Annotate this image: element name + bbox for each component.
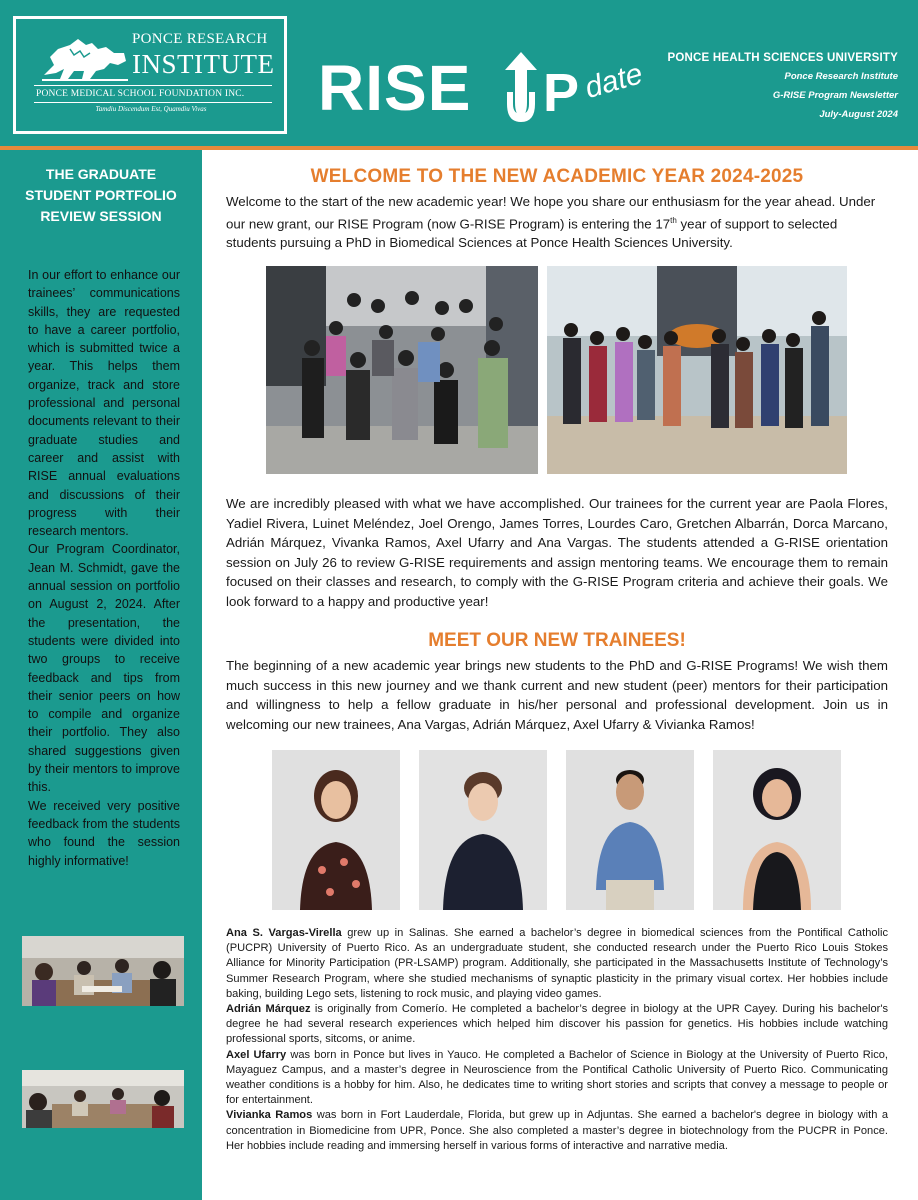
trainees-intro: The beginning of a new academic year brings new students to the PhD and G-RISE Programs! We wish them much success in this new journey and we thank current and new student (peer) mentors for their participation and willingness to help a fellow graduate in his/her personal and professional development. Join us in welcoming our new trainees, Ana Vargas, Adrián Márquez, Axel Ufarry & Vivianka Ramos! [226, 658, 888, 732]
logo-org-text: PONCE RESEARCH [132, 31, 268, 47]
ordinal-suffix: th [670, 216, 677, 225]
header-publication-info [668, 52, 898, 128]
issue-date: July-August 2024 [819, 109, 898, 120]
bio-text: is originally from Comerío. He completed a bachelor’s degree in biology at the UPR Cayey. During his bachelor's degree he had several research experiences which helped him discover his passion for genetics. His hobbies include watching professional sports, sitcoms, or anime. [226, 1003, 889, 1046]
sidebar [0, 150, 202, 1200]
lion-icon [40, 35, 130, 83]
sidebar-title: THE GRADUATE STUDENT PORTFOLIO REVIEW SESSION [25, 166, 177, 224]
portrait-adrian-marquez [419, 750, 547, 910]
trainee-bios [226, 926, 888, 1154]
bio-ana-vargas [226, 926, 888, 1002]
bio-text: was born in Fort Lauderdale, Florida, but grew up in Adjuntas. She earned a bachelor's degree in biology with a concentration in Biomedicine from UPR, Ponce. She also completed a master’s degree in biotechnology from the PUCPR in Ponce. Her hobbies include reading and immersing herself in various forms of interactive and narrative media. [226, 1109, 888, 1152]
bio-name: Ana S. Vargas-Virella [226, 927, 342, 939]
bio-adrian-marquez [226, 1002, 888, 1048]
portrait-axel-ufarry [566, 750, 694, 910]
bio-text: grew up in Salinas. She earned a bachelor’s degree in biomedical sciences from the Pontifical Catholic (PUCPR) University of Puerto Rico. As an undergraduate student, she conducted research under the Puerto Rico Louis Stokes Alliance for Minority Participation (PR-LSAMP) program. Additionally, she participated in the Massachusetts Institute of Technology’s Summer Research Program, where she studied mechanisms of synaptic plasticity in the primary visual cortex. Her hobbies include baking, building Lego sets, listening to rock music, and playing video games. [226, 927, 889, 1000]
title-date-text: date [581, 57, 647, 105]
logo-divider [34, 85, 272, 86]
bio-axel-ufarry [226, 1048, 888, 1109]
title-p-text: P [543, 63, 580, 123]
portfolio-session-photo [22, 1070, 184, 1128]
newsletter-name: G-RISE Program Newsletter [772, 90, 898, 101]
welcome-heading: WELCOME TO THE NEW ACADEMIC YEAR 2024-2025 [310, 166, 804, 187]
welcome-intro [226, 192, 888, 252]
up-arrow-icon [501, 52, 541, 124]
institute-name: Ponce Research Institute [784, 71, 898, 82]
bio-name: Axel Ufarry [226, 1048, 287, 1061]
sidebar-paragraph: In our effort to enhance our trainees’ communications skills, they are requested to have a career portfolio, which is submitted twice a year. This helps them organize, track and store professional and personal documents relevant to their graduate studies and career and assist with RISE annual evaluations and discussions of their progress with their research mentors. [28, 268, 180, 539]
institute-logo [13, 16, 287, 134]
bio-vivianka-ramos [226, 1108, 888, 1154]
bio-text: was born in Ponce but lives in Yauco. He completed a Bachelor of Science in Biology at the University of Puerto Rico, Mayaguez Campus, and a master’s degree in Neuroscience from the Pontifical Catholic University of Puerto Rico. Communicating weather conditions is a hobby for him. Also, he dedicates time to writing short stories and scripts that convey a message to people or for entertainment. [226, 1048, 888, 1107]
university-name: PONCE HEALTH SCIENCES UNIVERSITY [667, 52, 898, 64]
sidebar-paragraph: Our Program Coordinator, Jean M. Schmidt, gave the annual session on portfolio on August 2, 2024. After the presentation, the students were divided into two groups to receive feedback and tips from their senior peers on how to compile and organize their portfolio. They also shared suggestions given by their mentors to improve this. [28, 542, 180, 795]
logo-divider [34, 102, 272, 103]
welcome-intro-text: year of support to selected students pursuing a PhD in Biomedical Sciences at Ponce Health Sciences University. [226, 216, 838, 251]
bio-name: Adrián Márquez [226, 1003, 311, 1016]
portrait-vivianka-ramos [713, 750, 841, 910]
newsletter-header [0, 0, 918, 146]
portrait-ana-vargas [272, 750, 400, 910]
title-rise-visible: RISE [318, 52, 472, 124]
group-photo-stairs [266, 266, 538, 474]
sidebar-paragraph: We received very positive feedback from the students who found the session highly informative! [28, 798, 180, 868]
portfolio-session-photo [22, 936, 184, 1006]
welcome-intro-text: Welcome to the start of the new academic year! We hope you share our enthusiasm for the year ahead. Under our new grant, our RISE Program (now G-RISE Program) is entering the 17 [226, 194, 876, 232]
sidebar-body [28, 266, 180, 870]
bio-name: Vivianka Ramos [226, 1109, 313, 1122]
logo-foundation-text: PONCE MEDICAL SCHOOL FOUNDATION INC. [36, 89, 245, 99]
welcome-body: We are incredibly pleased with what we have accomplished. Our trainees for the current year are Paola Flores, Yadiel Rivera, Luinet Meléndez, Joel Orengo, James Torres, Lourdes Caro, Gretchen Albarrán, Dorca Marcano, Adrián Márquez, Vivanka Ramos, Axel Ufarry and Ana Vargas. The students attended a G-RISE orientation session on July 26 to review G-RISE requirements and assign mentoring teams. We encourage them to remain focused on their classes and research, to comply with the G-RISE Program criteria and achieve their goals. We look forward to a happy and productive year! [226, 496, 888, 609]
trainees-heading: MEET OUR NEW TRAINEES! [428, 630, 686, 651]
group-photo-outdoors [547, 266, 847, 474]
logo-institute-text: INSTITUTE [132, 49, 275, 79]
logo-motto-text: Tamdiu Discendum Est, Quamdiu Vivas [95, 105, 207, 113]
